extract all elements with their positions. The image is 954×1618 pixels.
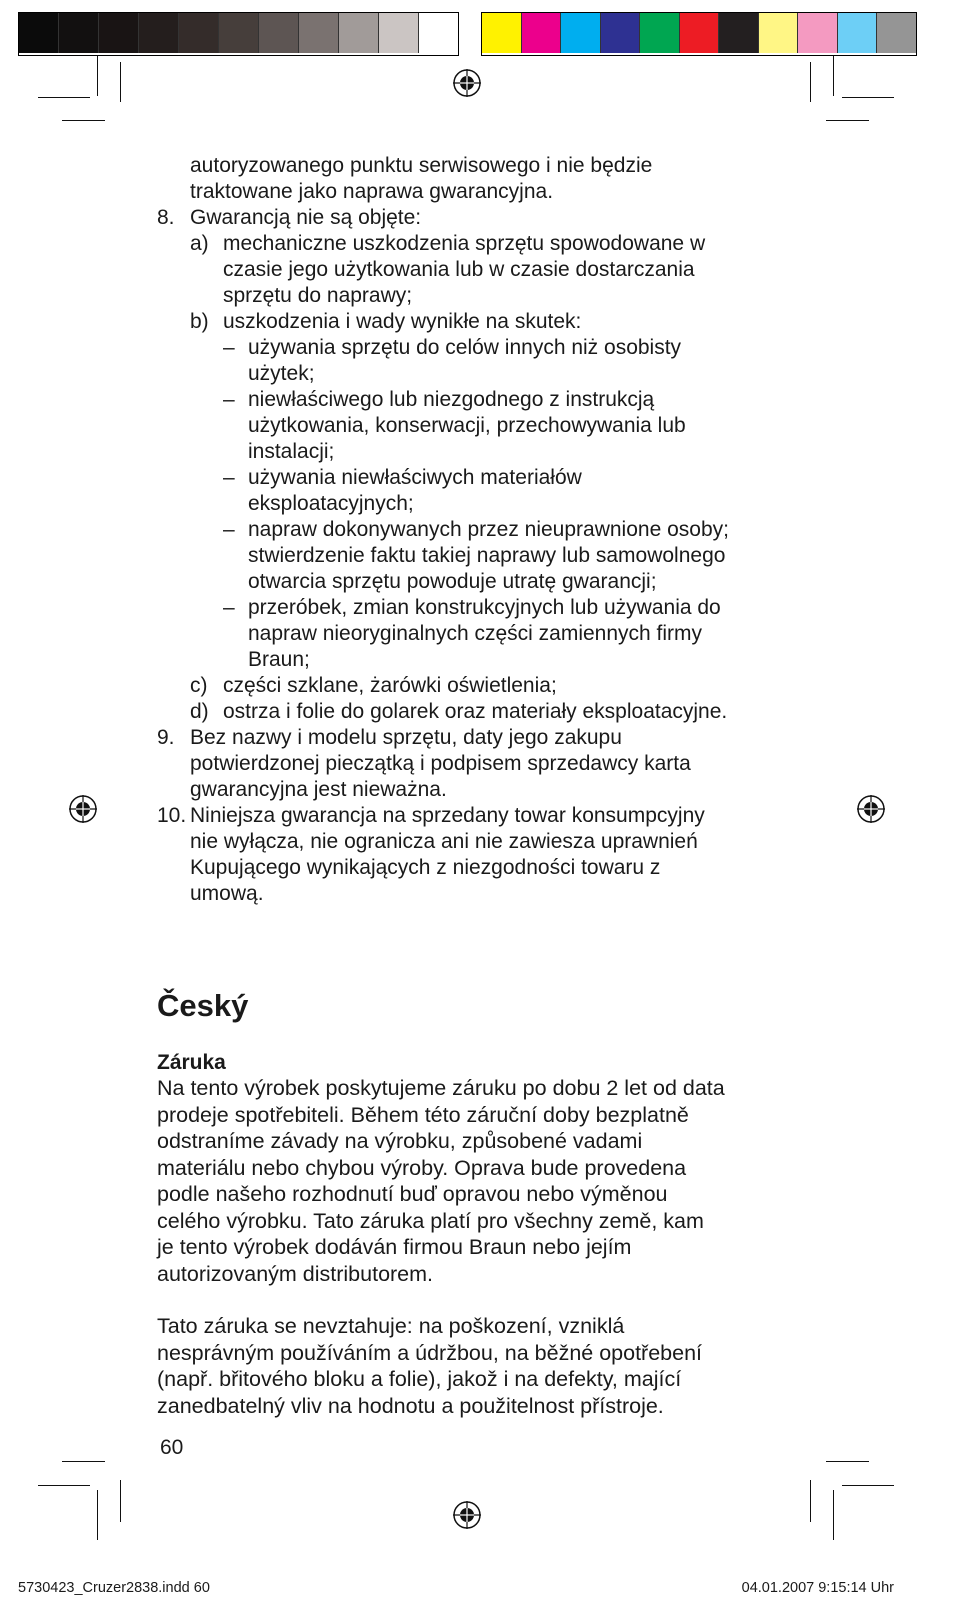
color-swatch <box>877 13 916 53</box>
text-line: Niniejsza gwarancja na sprzedany towar konsumpcyjny <box>190 804 705 827</box>
registration-mark-icon <box>452 1500 482 1530</box>
text-line: Tato záruka se nevztahuje: na poškození, vzniklá <box>157 1314 625 1338</box>
color-swatch <box>719 13 759 53</box>
text-line: Braun; <box>248 648 310 671</box>
text-line: instalacji; <box>248 440 335 463</box>
color-swatch <box>139 13 179 53</box>
text-line: gwarancyjna jest nieważna. <box>190 778 447 801</box>
text-line: podle našeho rozhodnutí buď opravou nebo výměnou <box>157 1182 668 1206</box>
registration-mark-icon <box>68 794 98 824</box>
color-swatch <box>299 13 339 53</box>
text-line: materiálu nebo chybou výroby. Oprava bude provedena <box>157 1155 687 1180</box>
list-number: 9. <box>157 726 175 749</box>
text-line: autorizovaným distributorem. <box>157 1261 434 1286</box>
text-line: nie wyłącza, nie ogranicza ani nie zawiesza uprawnień <box>190 830 698 853</box>
crop-mark <box>38 97 90 98</box>
crop-mark <box>62 1461 105 1462</box>
text-line: odstraníme závady na výrobku, způsobené vadami <box>157 1129 643 1153</box>
text-line: uszkodzenia i wady wynikłe na skutek: <box>223 310 582 333</box>
color-swatch <box>759 13 799 53</box>
crop-mark <box>826 120 869 121</box>
paragraph <box>157 1075 725 1287</box>
text-line: Gwarancją nie są objęte: <box>190 206 422 229</box>
crop-mark <box>842 97 894 98</box>
list-number: 10. <box>157 804 187 827</box>
color-swatch <box>482 13 522 53</box>
color-swatch <box>561 13 601 53</box>
text-line: używania niewłaściwych materiałów <box>248 466 582 489</box>
color-swatch <box>601 13 641 53</box>
text-line: użytkowania, konserwacji, przechowywania lub <box>248 414 686 437</box>
color-swatch <box>219 13 259 53</box>
text-line: stwierdzenie faktu takiej naprawy lub samowolnego <box>248 544 726 567</box>
crop-mark <box>833 1490 834 1540</box>
text-line: napraw nieoryginalnych części zamiennych firmy <box>248 622 703 645</box>
color-swatch <box>522 13 562 53</box>
text-line: sprzętu do naprawy; <box>223 284 413 307</box>
text-line: użytek; <box>248 362 315 385</box>
list-label: d) <box>190 700 209 723</box>
crop-mark <box>97 1490 98 1540</box>
text-line: mechaniczne uszkodzenia sprzętu spowodowane w <box>223 232 706 255</box>
page-number: 60 <box>160 1436 184 1459</box>
list-label: b) <box>190 310 209 333</box>
text-line: autoryzowanego punktu serwisowego i nie będzie <box>190 154 653 177</box>
crop-mark <box>842 1485 894 1486</box>
text-line: części szklane, żarówki oświetlenia; <box>223 674 557 697</box>
text-line: traktowane jako naprawa gwarancyjna. <box>190 180 554 203</box>
text-line: Na tento výrobek poskytujeme záruku po dobu 2 let od data <box>157 1076 725 1100</box>
dash-bullet: – <box>223 336 235 359</box>
process-color-bar <box>481 12 917 56</box>
text-line: eksploatacyjnych; <box>248 492 414 515</box>
list-label: a) <box>190 232 209 255</box>
dash-bullet: – <box>223 518 235 541</box>
text-line: używania sprzętu do celów innych niż osobisty <box>248 336 682 359</box>
list-label: c) <box>190 674 208 697</box>
text-line: Kupującego wynikających z niezgodności towaru z <box>190 856 661 879</box>
paragraph <box>157 1313 702 1419</box>
section-heading: Český <box>157 988 249 1023</box>
text-line: zanedbatelný vliv na hodnotu a použitelnost přístroje. <box>157 1393 664 1418</box>
text-line: napraw dokonywanych przez nieuprawnione osoby; <box>248 518 729 541</box>
text-line: prodeje spotřebiteli. Během této záruční doby bezplatně <box>157 1102 689 1127</box>
text-line: przeróbek, zmian konstrukcyjnych lub używania do <box>248 596 721 619</box>
color-swatch <box>838 13 878 53</box>
color-swatch <box>640 13 680 53</box>
text-line: Bez nazwy i modelu sprzętu, daty jego zakupu <box>190 726 622 749</box>
crop-mark <box>38 1485 90 1486</box>
text-line: potwierdzonej pieczątką i podpisem sprzedawcy karta <box>190 752 691 775</box>
crop-mark <box>810 1480 811 1522</box>
footer-timestamp: 04.01.2007 9:15:14 Uhr <box>741 1580 894 1596</box>
crop-mark <box>62 120 105 121</box>
crop-mark <box>833 56 834 96</box>
crop-mark <box>826 1461 869 1462</box>
gray-color-bar <box>18 12 459 56</box>
text-line: je tento výrobek dodáván firmou Braun nebo jejím <box>157 1235 632 1259</box>
color-swatch <box>419 13 458 53</box>
color-swatch <box>379 13 419 53</box>
crop-mark <box>120 62 121 102</box>
dash-bullet: – <box>223 388 235 411</box>
text-line: ostrza i folie do golarek oraz materiały eksploatacyjne. <box>223 700 728 723</box>
color-swatch <box>680 13 720 53</box>
registration-mark-icon <box>452 68 482 98</box>
color-swatch <box>19 13 59 53</box>
footer-file-info: 5730423_Cruzer2838.indd 60 <box>18 1580 210 1596</box>
color-swatch <box>179 13 219 53</box>
dash-bullet: – <box>223 466 235 489</box>
text-line: umową. <box>190 882 264 905</box>
crop-mark <box>97 56 98 96</box>
color-swatch <box>59 13 99 53</box>
color-swatch <box>339 13 379 53</box>
crop-mark <box>810 62 811 102</box>
text-line: nesprávným používáním a údržbou, na běžné opotřebení <box>157 1340 703 1365</box>
text-line: otwarcia sprzętu powoduje utratę gwarancji; <box>248 570 657 593</box>
text-line: czasie jego użytkowania lub w czasie dostarczania <box>223 258 695 281</box>
color-swatch <box>798 13 838 53</box>
color-swatch <box>99 13 139 53</box>
text-line: niewłaściwego lub niezgodnego z instrukcją <box>248 388 655 411</box>
registration-mark-icon <box>856 794 886 824</box>
text-line: (např. břitového bloku a folie), jakož i na defekty, mající <box>157 1367 682 1391</box>
crop-mark <box>120 1480 121 1522</box>
text-line: celého výrobku. Tato záruka platí pro všechny země, kam <box>157 1208 704 1233</box>
color-swatch <box>259 13 299 53</box>
warranty-subheading: Záruka <box>157 1051 226 1074</box>
list-number: 8. <box>157 206 175 229</box>
dash-bullet: – <box>223 596 235 619</box>
